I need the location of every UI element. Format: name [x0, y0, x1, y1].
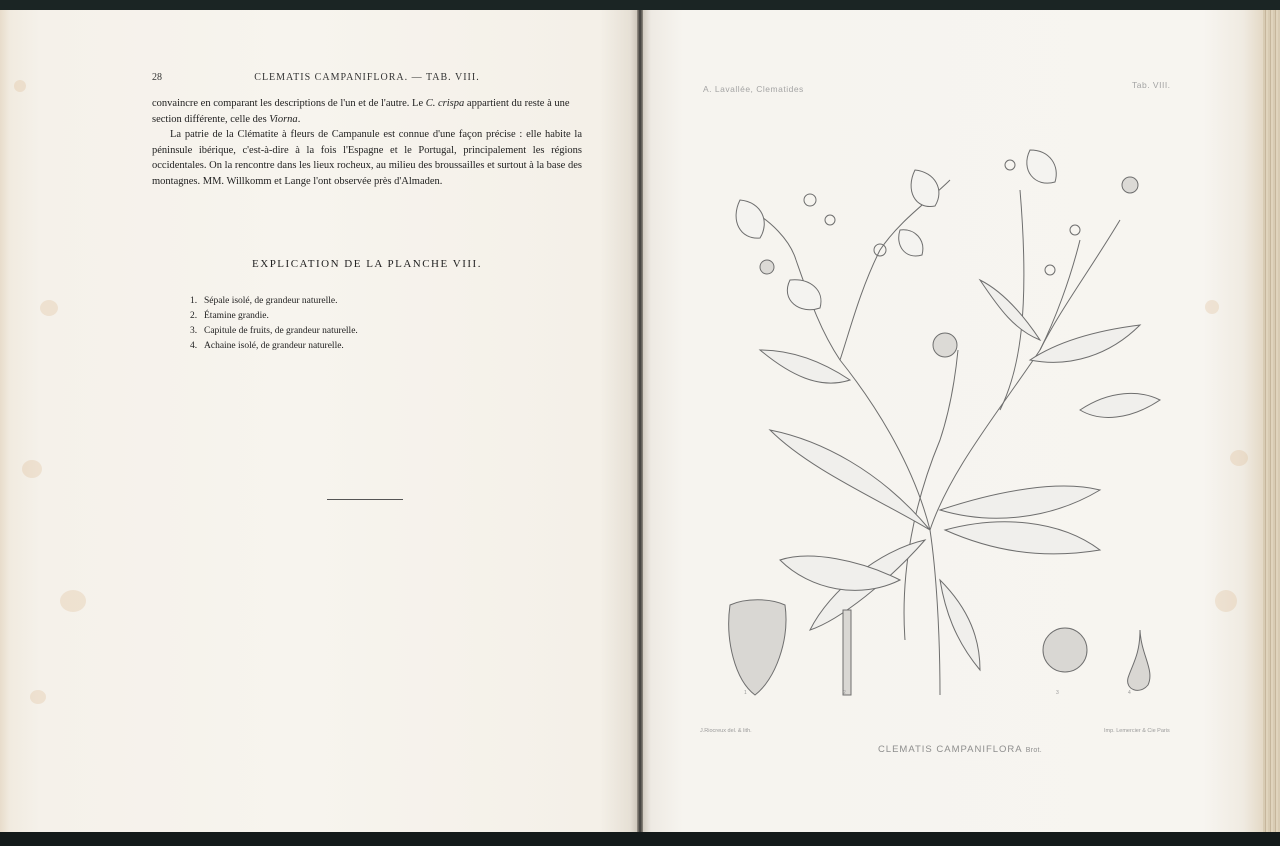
figure-label: 2	[843, 690, 846, 696]
foxing-spot	[1205, 300, 1219, 314]
flower-bud	[825, 215, 835, 225]
item-text: Achaine isolé, de grandeur naturelle.	[204, 341, 344, 351]
running-title: CLEMATIS CAMPANIFLORA. — TAB. VIII.	[254, 72, 480, 83]
foxing-spot	[14, 80, 26, 92]
seed-head	[1122, 177, 1138, 193]
plate-author: A. Lavallée, Clematides	[703, 84, 804, 94]
leaf	[945, 522, 1100, 554]
figure-label: 1	[744, 690, 747, 696]
flower	[899, 230, 923, 256]
illustrator-credit: J.Riocreux del. & lith.	[700, 728, 752, 734]
flower-bud	[1070, 225, 1080, 235]
leaf	[1080, 393, 1160, 417]
paragraph-continuation	[152, 96, 582, 127]
species-name: CLEMATIS CAMPANIFLORA	[877, 744, 1023, 755]
plate-number: Tab. VIII.	[1132, 80, 1171, 90]
leaf	[980, 280, 1040, 340]
stem	[840, 180, 950, 360]
foxing-spot	[30, 690, 46, 704]
list-item	[190, 324, 358, 339]
cover-top	[0, 0, 1280, 10]
plate-caption	[860, 744, 1060, 755]
item-text: Sépale isolé, de grandeur naturelle.	[204, 296, 338, 306]
paragraph-habitat: La patrie de la Clématite à fleurs de Campanule est connue d'une façon précise : elle habite la péninsule ibérique, c'est-à-dire à la fois l'Espagne et le Portugal, principalement les régions occidentales. On la rencontre dans les lieux rocheux, au milieu des broussailles et surtout à la base des montagnes. MM. Willkomm et Lange l'ont observée près d'Almaden.	[152, 129, 582, 187]
page-number: 28	[152, 72, 162, 83]
botanical-illustration	[700, 110, 1180, 710]
cover-bottom	[0, 832, 1280, 846]
foxing-spot	[1230, 450, 1248, 466]
flower	[911, 170, 939, 207]
flower	[736, 200, 764, 238]
plate-explanation-list	[190, 294, 358, 354]
foxing-spot	[40, 300, 58, 316]
fruit-head-figure	[1043, 628, 1087, 672]
species-author: Brot.	[1025, 747, 1043, 754]
item-number: 2.	[190, 311, 198, 321]
species-name-crispa: C. crispa	[425, 98, 465, 109]
flower-bud	[804, 194, 816, 206]
foxing-spot	[22, 460, 42, 478]
item-text: Capitule de fruits, de grandeur naturelle.	[204, 326, 358, 336]
end-rule	[327, 499, 403, 500]
stamen-figure	[843, 610, 851, 695]
flower-bud	[1005, 160, 1015, 170]
item-number: 1.	[190, 296, 198, 306]
leaf	[940, 580, 980, 670]
leaf	[1030, 325, 1140, 362]
page-edges	[1263, 10, 1280, 832]
item-number: 3.	[190, 326, 198, 336]
leaf	[940, 486, 1100, 518]
list-item	[190, 294, 358, 309]
figure-label: 3	[1056, 690, 1059, 696]
sepal-figure	[729, 600, 786, 695]
figure-label: 4	[1128, 690, 1131, 696]
plate-explanation-heading: EXPLICATION DE LA PLANCHE VIII.	[252, 258, 482, 270]
text-run: appartient du reste à une	[464, 98, 570, 109]
item-text: Étamine grandie.	[204, 311, 269, 321]
foxing-spot	[1215, 590, 1237, 612]
flower	[1027, 150, 1056, 183]
text-run: .	[297, 113, 301, 125]
item-number: 4.	[190, 341, 198, 351]
seed-head	[933, 333, 957, 357]
text-run: section différente, celle des	[152, 113, 270, 125]
text-run: convaincre en comparant les descriptions de l'un et de l'autre. Le	[152, 98, 426, 109]
list-item	[190, 339, 358, 354]
section-name-viorna: Viorna	[269, 113, 298, 125]
printer-credit: Imp. Lemercier & Cie Paris	[1104, 728, 1170, 734]
foxing-spot	[60, 590, 86, 612]
achene-figure	[1128, 630, 1150, 690]
flower	[787, 280, 821, 310]
list-item	[190, 309, 358, 324]
seed-head	[760, 260, 774, 274]
flower-bud	[1045, 265, 1055, 275]
leaf	[770, 430, 930, 530]
